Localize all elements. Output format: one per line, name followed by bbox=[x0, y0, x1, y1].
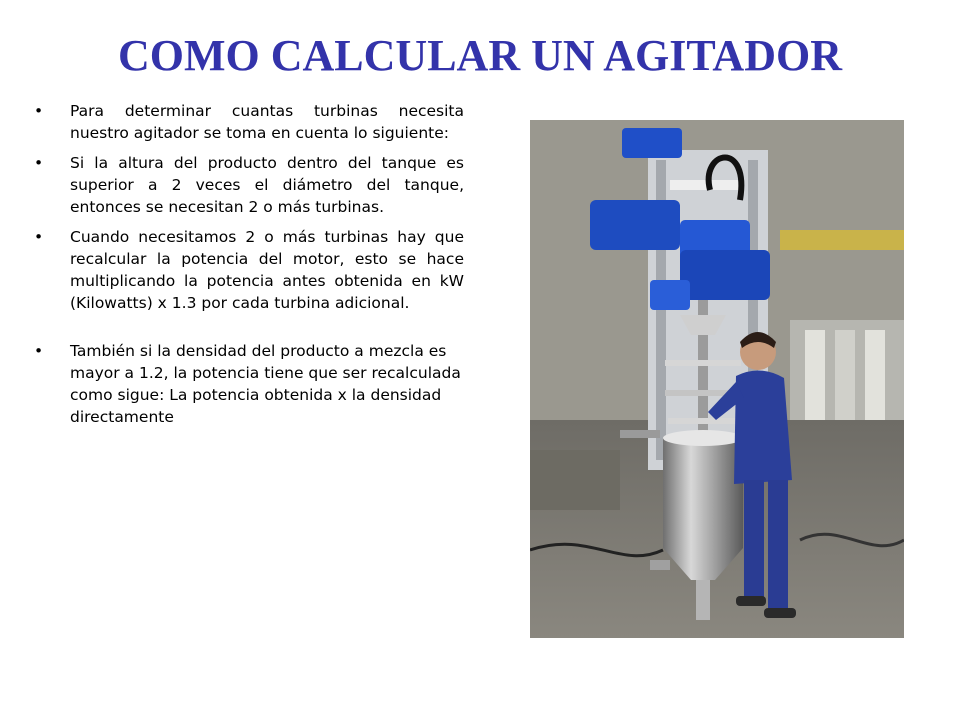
bullet-item bbox=[32, 100, 464, 144]
bullet-dot: • bbox=[34, 102, 44, 120]
bullet-item bbox=[32, 226, 464, 314]
bullet-text: Si la altura del producto dentro del tanque es superior a 2 veces el diámetro del tanque, entonces se necesitan 2 o más turbinas. bbox=[70, 154, 464, 216]
bullet-text: Para determinar cuantas turbinas necesita nuestro agitador se toma en cuenta lo siguiente: bbox=[70, 102, 464, 142]
bullet-dot: • bbox=[34, 154, 44, 172]
bullet-item bbox=[32, 152, 464, 218]
bullet-list bbox=[32, 100, 464, 436]
agitator-photo-illustration bbox=[530, 120, 904, 638]
bullet-text: Cuando necesitamos 2 o más turbinas hay que recalcular la potencia del motor, esto se hace multiplicando la potencia antes obtenida en kW (Kilowatts) x 1.3 por cada turbina adicional. bbox=[70, 228, 464, 312]
slide-title: COMO CALCULAR UN AGITADOR bbox=[118, 31, 842, 80]
bullet-dot: • bbox=[34, 342, 44, 360]
bullet-text: También si la densidad del producto a mezcla es mayor a 1.2, la potencia tiene que ser recalculada como sigue: La potencia obtenida x la densidad directamente bbox=[70, 342, 461, 426]
agitator-photo bbox=[530, 120, 904, 638]
bullet-dot: • bbox=[34, 228, 44, 246]
bullet-item bbox=[32, 340, 464, 428]
